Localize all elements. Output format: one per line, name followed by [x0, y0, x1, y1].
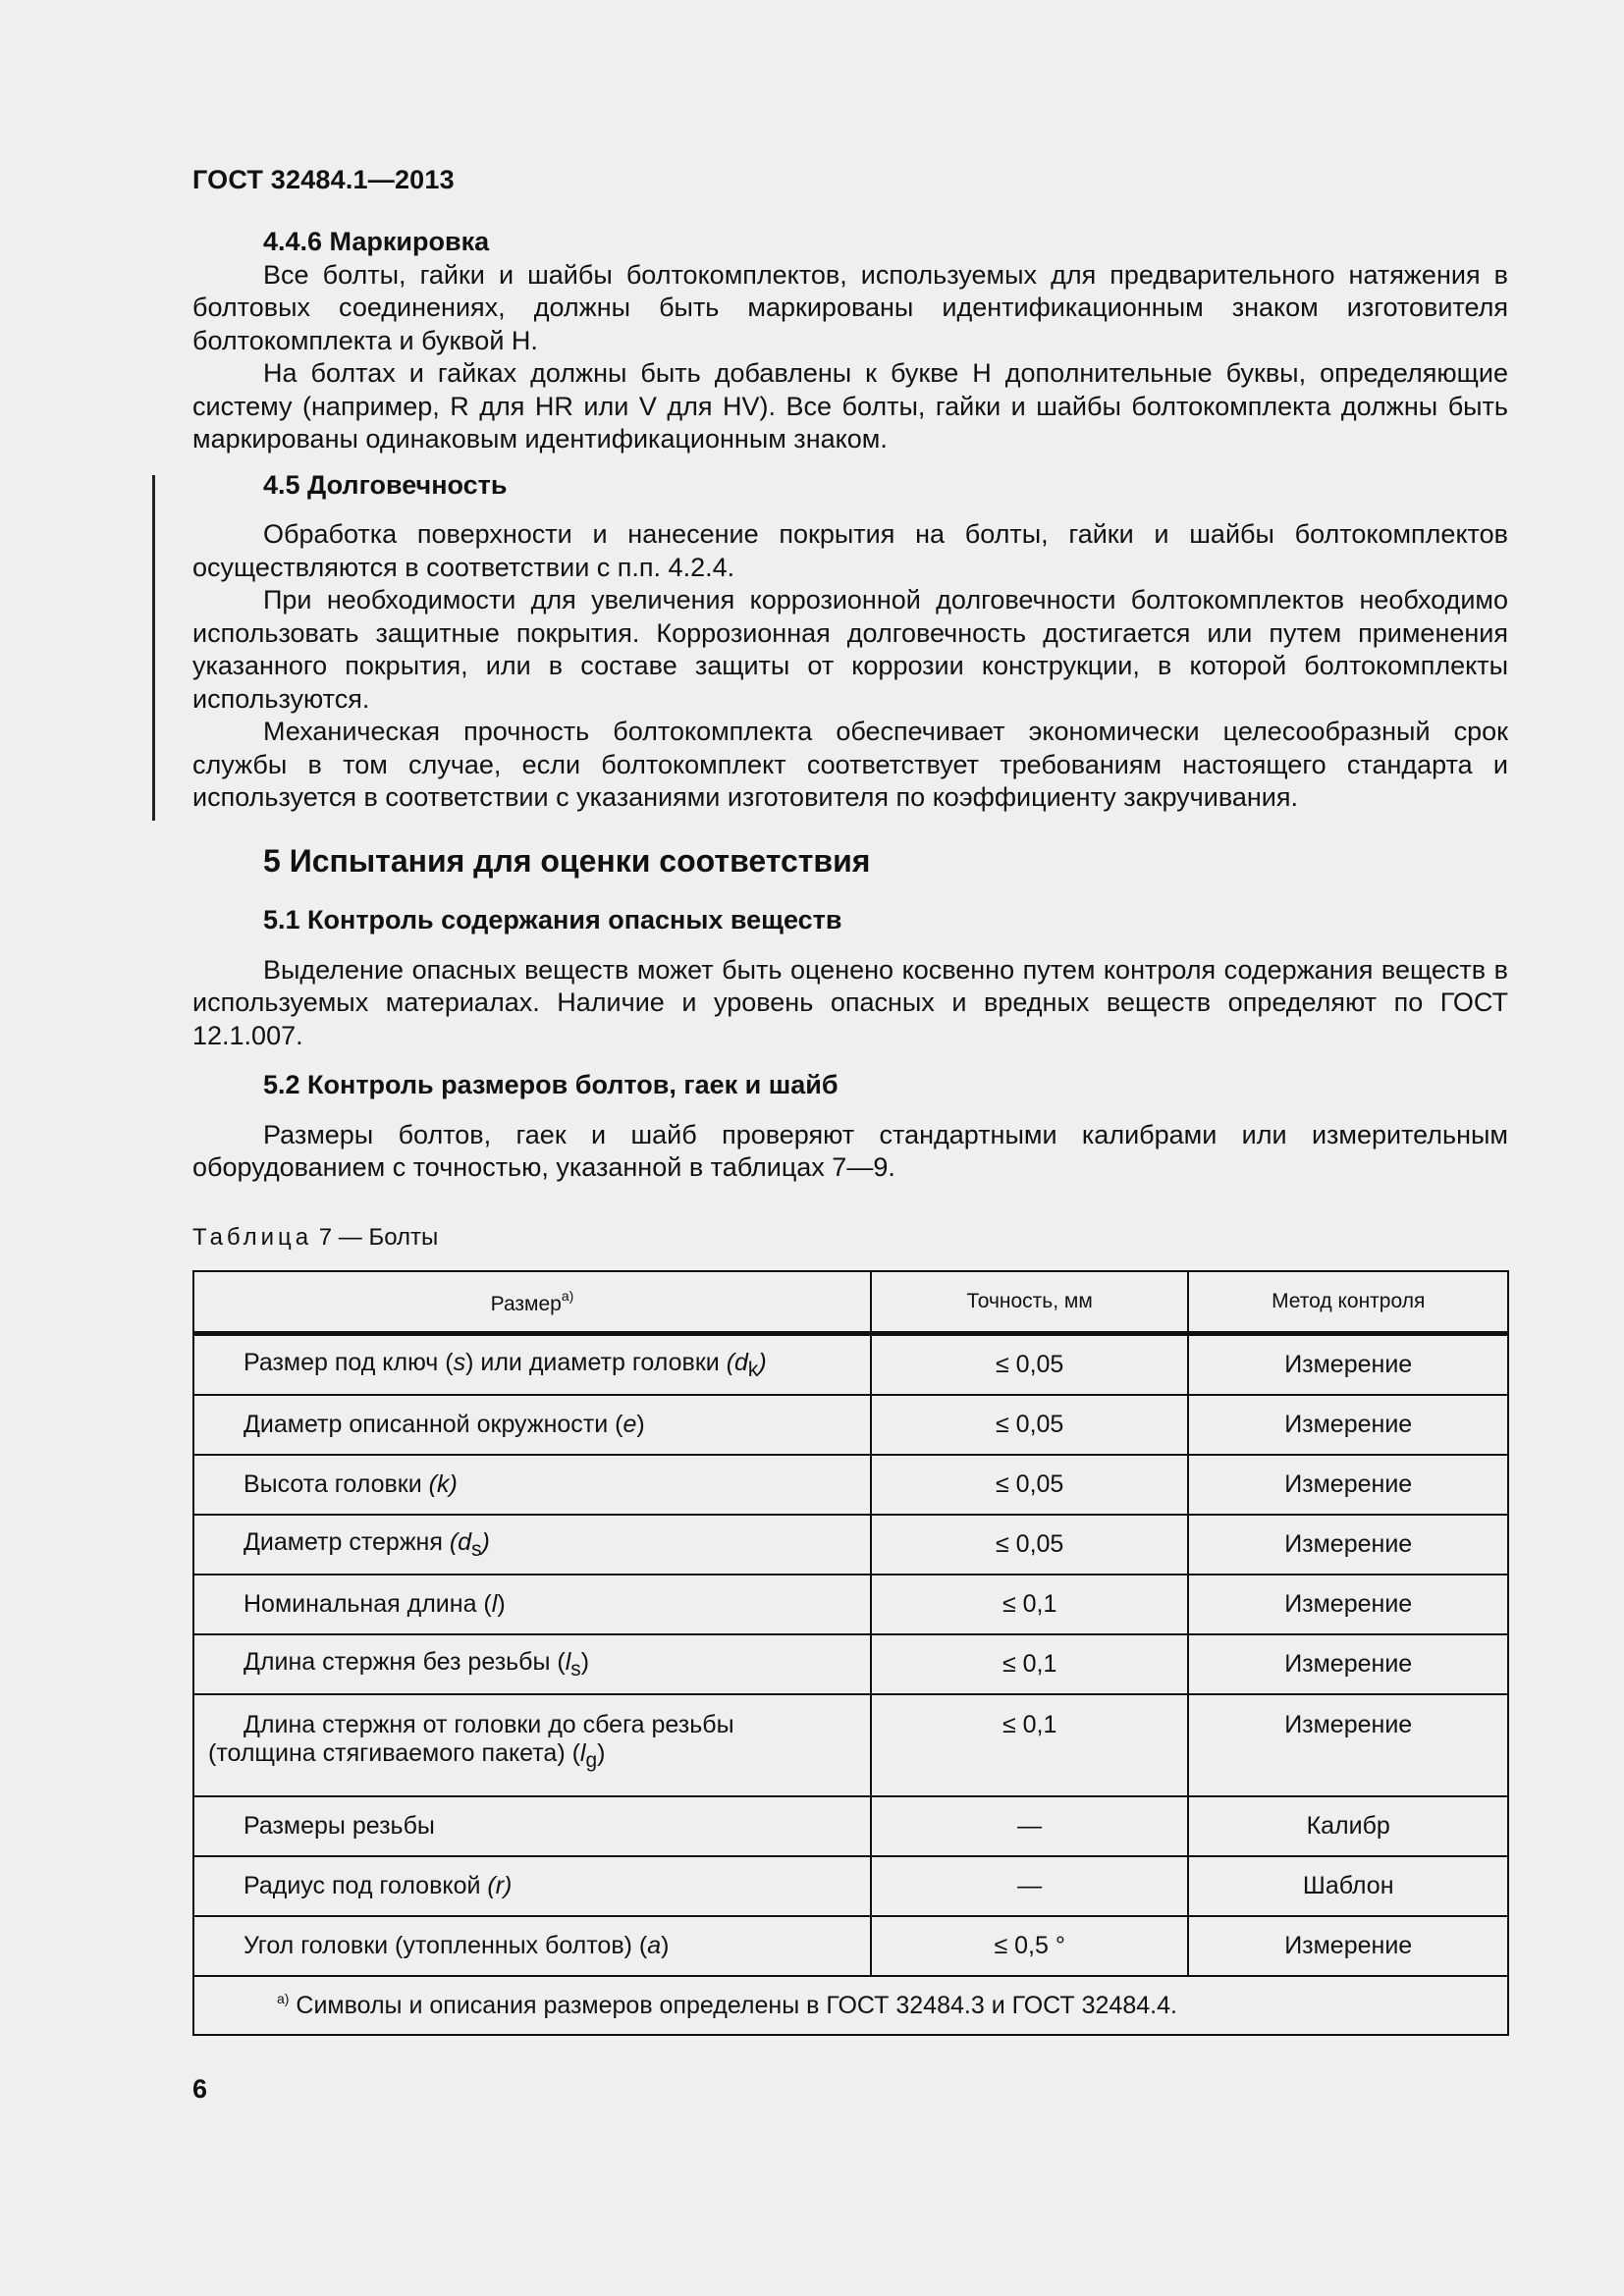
paragraph: Выделение опасных веществ может быть оценено косвенно путем контроля содержания веществ в используемых материалах. Наличие и уровень опасных и вредных веществ определяют по ГОСТ 12.1.007.	[192, 954, 1508, 1050]
cell-accuracy: ≤ 0,1	[871, 1634, 1188, 1694]
cell-accuracy: ≤ 0,5 °	[871, 1916, 1188, 1976]
document-header: ГОСТ 32484.1—2013	[192, 165, 455, 194]
heading-5-2: 5.2 Контроль размеров болтов, гаек и шайб	[263, 1070, 839, 1099]
cell-accuracy: ≤ 0,1	[871, 1575, 1188, 1634]
bolts-table	[192, 1270, 1509, 2036]
table-row	[193, 1515, 1508, 1575]
cell-method: Измерение	[1188, 1515, 1508, 1575]
cell-size: Длина стержня без резьбы $(l_s)$	[193, 1634, 871, 1694]
table-footnote-row	[193, 1976, 1508, 2035]
paragraph: Размеры болтов, гаек и шайб проверяют стандартными калибрами или измерительным оборудованием с точностью, указанной в таблицах 7—9.	[192, 1119, 1508, 1182]
paragraph: Все болты, гайки и шайбы болтокомплектов, используемых для предварительного натяжения в болтовых соединениях, должны быть маркированы идентификационным знаком изготовителя болтокомплекта и буквой Н.	[192, 259, 1508, 355]
table-caption-title: 7 — Болты	[318, 1223, 439, 1251]
cell-size: Диаметр стержня $(d_s)$	[193, 1515, 871, 1575]
cell-size: Радиус под головкой (r)	[193, 1856, 871, 1916]
cell-accuracy: —	[871, 1796, 1188, 1856]
header-size: Размер$^{a)}$	[193, 1271, 871, 1334]
cell-accuracy: ≤ 0,05	[871, 1515, 1188, 1575]
cell-size: Номинальная длина (l)	[193, 1575, 871, 1634]
table-row	[193, 1856, 1508, 1916]
paragraph: При необходимости для увеличения коррозионной долговечности болтокомплектов необходимо использовать защитные покрытия. Коррозионная долговечность достигается или путем применения указанного покрытия, или в составе защиты от коррозии конструкции, в которой болтокомплекты используются.	[192, 585, 1508, 714]
paragraph: Механическая прочность болтокомплекта обеспечивает экономически целесообразный срок службы в том случае, если болтокомплект соответствует требованиям настоящего стандарта и используется в соответствии с указаниями изготовителя по коэффициенту закручивания.	[192, 717, 1508, 812]
cell-method: Измерение	[1188, 1916, 1508, 1976]
table-row	[193, 1694, 1508, 1796]
cell-accuracy: ≤ 0,05	[871, 1395, 1188, 1455]
cell-method: Измерение	[1188, 1694, 1508, 1796]
table-row	[193, 1796, 1508, 1856]
footnote-marker: a)	[561, 1287, 574, 1304]
cell-method: Измерение	[1188, 1575, 1508, 1634]
paragraph: Обработка поверхности и нанесение покрытия на болты, гайки и шайбы болтокомплектов осуществляются в соответствии с п.п. 4.2.4.	[192, 519, 1508, 582]
cell-method: Шаблон	[1188, 1856, 1508, 1916]
cell-size: Диаметр описанной окружности (e)	[193, 1395, 871, 1455]
cell-accuracy: ≤ 0,05	[871, 1334, 1188, 1396]
heading-4-5: 4.5 Долговечность	[263, 469, 508, 500]
table-caption-label: Таблица	[192, 1223, 313, 1251]
heading-5-1: 5.1 Контроль содержания опасных веществ	[263, 905, 842, 934]
paragraph: На болтах и гайках должны быть добавлены к букве Н дополнительные буквы, определяющие систему (например, R для HR или V для HV). Все болты, гайки и шайбы болтокомплекта должны быть маркированы одинаковым идентификационным знаком.	[192, 358, 1508, 454]
table-row	[193, 1634, 1508, 1694]
heading-4-4-6: 4.4.6 Маркировка	[263, 227, 490, 256]
footnote-marker: a)	[277, 1991, 290, 2006]
heading-5: 5 Испытания для оценки соответствия	[263, 842, 871, 879]
header-accuracy: Точность, мм	[871, 1271, 1188, 1334]
change-bar	[152, 475, 155, 821]
header-method: Метод контроля	[1188, 1271, 1508, 1334]
cell-size: Высота головки (k)	[193, 1455, 871, 1515]
cell-accuracy: ≤ 0,1	[871, 1694, 1188, 1796]
page-number: 6	[192, 2074, 208, 2104]
cell-method: Калибр	[1188, 1796, 1508, 1856]
cell-size: Размеры резьбы	[193, 1796, 871, 1856]
cell-size: Размер под ключ (s) или диаметр головки $(d_k)$	[193, 1334, 871, 1396]
table-caption	[192, 1221, 1508, 1255]
cell-size: Угол головки (утопленных болтов) (a)	[193, 1916, 871, 1976]
cell-method: Измерение	[1188, 1334, 1508, 1396]
cell-method: Измерение	[1188, 1455, 1508, 1515]
cell-accuracy: ≤ 0,05	[871, 1455, 1188, 1515]
table-row	[193, 1575, 1508, 1634]
cell-accuracy: —	[871, 1856, 1188, 1916]
cell-size: Длина стержня от головки до сбега резьбы (толщина стягиваемого пакета) $(l_g)$	[193, 1694, 871, 1796]
table-header-row	[193, 1271, 1508, 1334]
cell-method: Измерение	[1188, 1634, 1508, 1694]
table-row	[193, 1916, 1508, 1976]
table-row	[193, 1395, 1508, 1455]
table-row	[193, 1334, 1508, 1396]
table-row	[193, 1455, 1508, 1515]
table-footnote: $^{a)}$ Символы и описания размеров определены в ГОСТ 32484.3 и ГОСТ 32484.4.	[193, 1976, 1508, 2035]
cell-method: Измерение	[1188, 1395, 1508, 1455]
page-content	[192, 226, 1508, 1254]
